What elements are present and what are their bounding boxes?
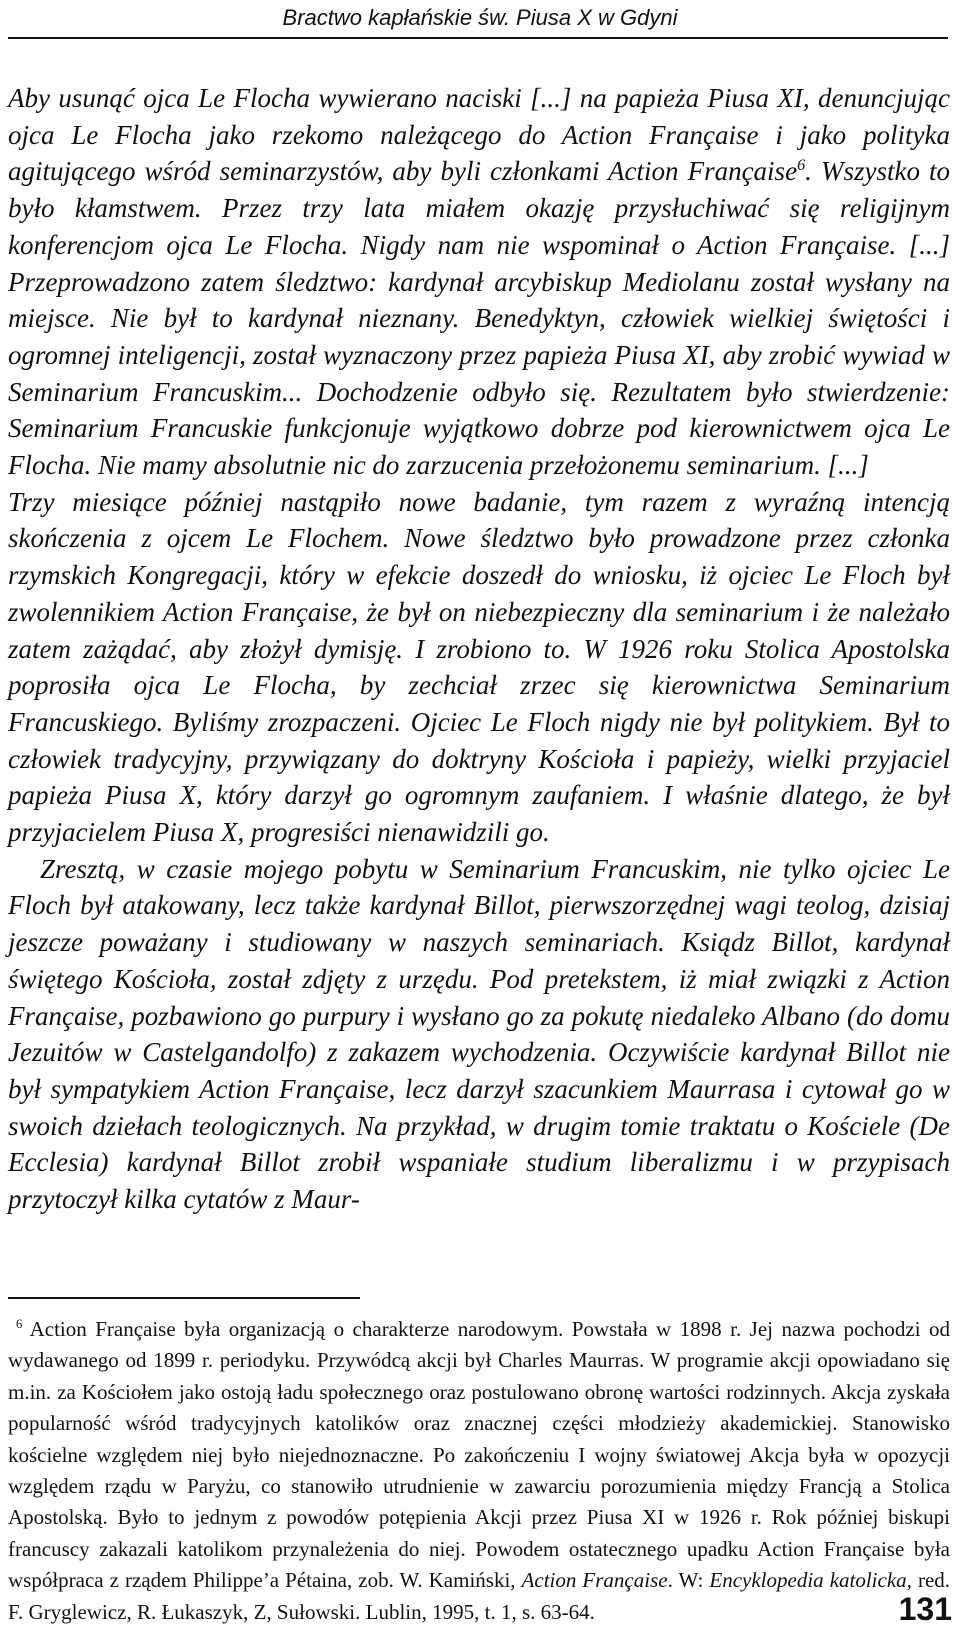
paragraph-3: Zresztą, w czasie mojego pobytu w Seminarium Francuskim, nie tylko ojciec Le Floch był atakowany, lecz także kardynał Billot, pierwszorzędnej wagi teolog, dzisiaj jeszcze poważany i studiowany w naszych seminariach. Ksiądz Billot, kardynał świętego Kościoła, został zdjęty z urzędu. Pod pretekstem, iż miał związki z Action Française, pozbawiono go purpury i wysłano go za pokutę niedaleko Albano (do domu Jezuitów w Castelgandolfo) z zakazem wychodzenia. Oczywiście kardynał Billot nie był sympatykiem Action Française, lecz darzył szacunkiem Maurrasa i cytował go w swoich dziełach teologicznych. Na przykład, w drugim tomie traktatu o Kościele (De Ecclesia) kardynał Billot zrobił wspaniałe studium liberalizmu i w przypisach przytoczył kilka cytatów z Maur- — [8, 853, 950, 1215]
running-header: Bractwo kapłańskie św. Piusa X w Gdyni — [282, 5, 678, 30]
header-rule — [8, 37, 948, 39]
footnote-text-mid: . W: — [667, 1568, 710, 1593]
page-number: 131 — [898, 1591, 952, 1627]
footnote — [8, 1314, 950, 1628]
footnote-marker: 6 — [16, 1317, 23, 1331]
main-text — [8, 80, 950, 1218]
footnote-source-title: Encyklopedia katolicka — [709, 1568, 907, 1593]
paragraph-1-continuation: . Wszystko to było kłamstwem. Przez trzy lata miałem okazję przysłuchiwać się religijnym konferencjom ojca Le Flocha. Nigdy nam nie wspominał o Action Française. [...] Przeprowadzono zatem śledztwo: kardynał arcybiskup Mediolanu został wysłany na miejsce. Nie był to kardynał nieznany. Benedyktyn, człowiek wielkiej świętości i ogromnej inteligencji, został wyznaczony przez papieża Piusa XI, aby zrobić wywiad w Seminarium Francuskim... Dochodzenie odbyło się. Rezultatem było stwierdzenie: Seminarium Francuskie funkcjonuje wyjątkowo dobrze pod kierownictwem ojca Le Flocha. Nie mamy absolutnie nic do zarzucenia przełożonemu seminarium. [...] — [8, 156, 951, 481]
footnote-rule — [8, 1297, 360, 1299]
footnote-article-title: Action Française — [521, 1568, 668, 1593]
footnote-reference: 6 — [797, 156, 806, 175]
footnote-6 — [8, 1314, 950, 1628]
footnote-text: Action Française była organizacją o charakterze narodowym. Powstała w 1898 r. Jej nazwa pochodzi od wydawanego od 1899 r. periodyku. Przywódcą akcji był Charles Maurras. W programie akcji opowiadano się m.in. za Kościołem jako ostoją ładu społecznego oraz postulowano obronę wartości rodzinnych. Akcja zyskała popularność wśród tradycyjnych katolików oraz znacznej części młodzieży akademickiej. Stanowisko kościelne względem niej było niejednoznaczne. Po zakończeniu I wojny światowej Akcja była w opozycji względem rządu w Paryżu, co stanowiło utrudnienie w zawarciu porozumienia między Francją a Stolica Apostolską. Było to jednym z powodów potępienia Akcji przez Piusa XI w 1926 r. Rok później biskupi francuscy zakazali katolikom przynależenia do niej. Powodem ostatecznego upadku Action Française była współpraca z rządem Philippe’a Pétaina, zob. W. Kamiński, — [8, 1317, 950, 1593]
paragraph-1 — [8, 80, 950, 484]
paragraph-2: Trzy miesiące później nastąpiło nowe badanie, tym razem z wyraźną intencją skończenia z ojcem Le Flochem. Nowe śledztwo było prowadzone przez członka rzymskich Kongregacji, który w efekcie doszedł do wniosku, iż ojciec Le Floch był zwolennikiem Action Française, że był on niebezpieczny dla seminarium i że należało zatem zażądać, aby złożył dymisję. I zrobiono to. W 1926 roku Stolica Apostolska poprosiła ojca Le Flocha, by zechciał zrzec się kierownictwa Seminarium Francuskiego. Byliśmy zrozpaczeni. Ojciec Le Floch nigdy nie był politykiem. Był to człowiek tradycyjny, przywiązany do doktryny Kościoła i papieży, wielki przyjaciel papieża Piusa X, który darzył go ogromnym zaufaniem. I właśnie dlatego, że był przyjacielem Piusa X, progresiści nienawidzili go. — [8, 486, 950, 848]
paragraph-1-text: Aby usunąć ojca Le Flocha wywierano naciski [...] na papieża Piusa XI, denuncjując ojca Le Flocha jako rzekomo należącego do Action Française i jako polityka agitującego wśród seminarzystów, aby byli członkami Action Française — [8, 83, 950, 187]
footnote-text-end: , red. F. Gryglewicz, R. Łukaszyk, Z, Sułowski. Lublin, 1995, t. 1, s. 63-64. — [8, 1568, 951, 1624]
